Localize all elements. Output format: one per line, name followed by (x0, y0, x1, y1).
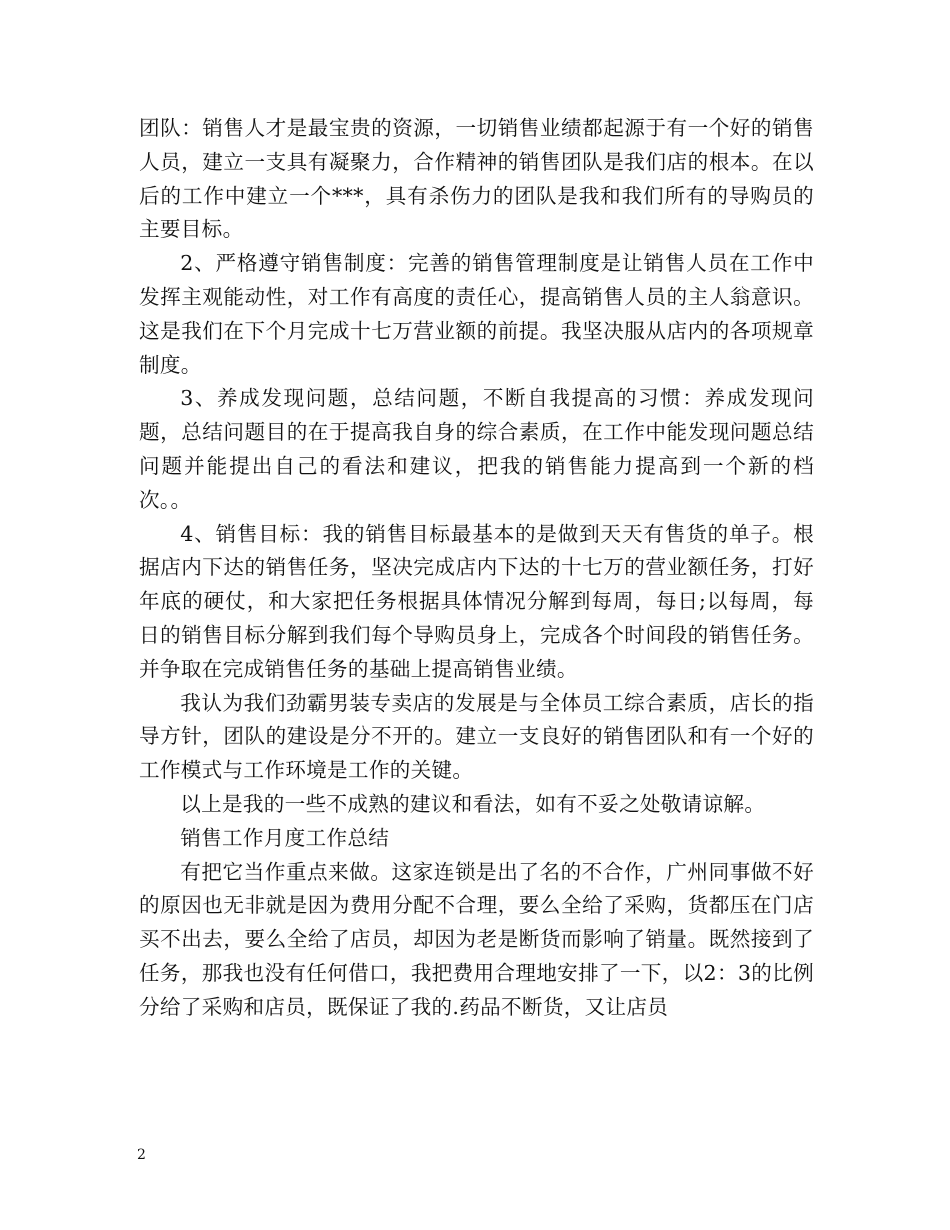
paragraph-5: 我认为我们劲霸男装专卖店的发展是与全体员工综合素质，店长的指导方针，团队的建设是分不开的。建立一支良好的销售团队和有一个好的工作模式与工作环境是工作的关键。 (139, 690, 814, 783)
paragraph-1: 团队：销售人才是最宝贵的资源，一切销售业绩都起源于有一个好的销售人员，建立一支具有凝聚力，合作精神的销售团队是我们店的根本。在以后的工作中建立一个***，具有杀伤力的团队是我和我们所有的导购员的主要目标。 (139, 116, 814, 242)
paragraph-6: 以上是我的一些不成熟的建议和看法，如有不妥之处敬请谅解。 (180, 791, 766, 816)
paragraph-4: 4、销售目标：我的销售目标最基本的是做到天天有售货的单子。根据店内下达的销售任务，坚决完成店内下达的十七万的营业额任务，打好年底的硬仗，和大家把任务根据具体情况分解到每周，每日;以每周，每日的销售目标分解到我们每个导购员身上，完成各个时间段的销售任务。并争取在完成销售任务的基础上提高销售业绩。 (139, 521, 814, 681)
paragraph-3: 3、养成发现问题，总结问题，不断自我提高的习惯：养成发现问题，总结问题目的在于提高我自身的综合素质，在工作中能发现问题总结问题并能提出自己的看法和建议，把我的销售能力提高到一个新的档次。。 (139, 386, 814, 512)
page-number: 2 (137, 1147, 146, 1163)
section-heading: 销售工作月度工作总结 (180, 825, 390, 850)
paragraph-8: 有把它当作重点来做。这家连锁是出了名的不合作，广州同事做不好的原因也无非就是因为费用分配不合理，要么全给了采购，货都压在门店买不出去，要么全给了店员，却因为老是断货而影响了销量。既然接到了任务，那我也没有任何借口，我把费用合理地安排了一下，以2：3的比例分给了采购和店员，既保证了我的.药品不断货，又让店员 (139, 859, 814, 1019)
body-text (139, 112, 814, 1025)
paragraph-2: 2、严格遵守销售制度：完善的销售管理制度是让销售人员在工作中发挥主观能动性，对工作有高度的责任心，提高销售人员的主人翁意识。这是我们在下个月完成十七万营业额的前提。我坚决服从店内的各项规章制度。 (139, 251, 814, 377)
